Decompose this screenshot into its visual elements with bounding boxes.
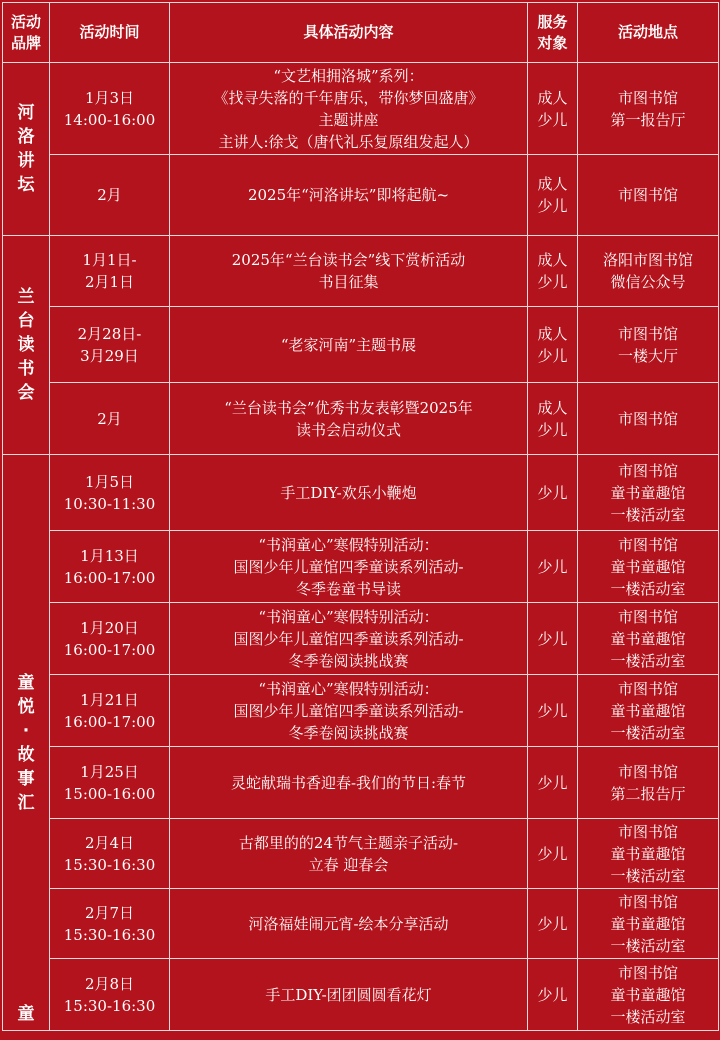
time-cell: 2月28日- 3月29日 [50, 307, 170, 383]
table-row [3, 455, 719, 531]
table-row [3, 675, 719, 747]
brand-name: 河洛讲坛 [17, 103, 35, 195]
location-cell: 市图书馆 童书童趣馆 一楼活动室 [578, 675, 719, 747]
audience-cell: 少儿 [528, 889, 578, 959]
table-row [3, 889, 719, 959]
content-cell: “老家河南”主题书展 [170, 307, 528, 383]
audience-cell: 成人 少儿 [528, 307, 578, 383]
audience-cell: 成人 少儿 [528, 63, 578, 155]
table-row [3, 155, 719, 236]
brand-continuation: 童 [17, 1004, 35, 1024]
location-cell: 市图书馆 童书童趣馆 一楼活动室 [578, 959, 719, 1031]
time-cell: 1月20日 16:00-17:00 [50, 603, 170, 675]
table-row [3, 747, 719, 819]
audience-cell: 少儿 [528, 819, 578, 889]
location-cell: 市图书馆 第二报告厅 [578, 747, 719, 819]
audience-cell: 少儿 [528, 531, 578, 603]
location-cell: 市图书馆 第一报告厅 [578, 63, 719, 155]
content-cell: 河洛福娃闹元宵-绘本分享活动 [170, 889, 528, 959]
table-row [3, 531, 719, 603]
location-cell: 市图书馆 一楼大厅 [578, 307, 719, 383]
header-location: 活动地点 [578, 3, 719, 63]
brand-cell-lantai [3, 236, 50, 455]
content-cell: “文艺相拥洛城”系列： 《找寻失落的千年唐乐，带你梦回盛唐》 主题讲座 主讲人:徐戈（唐代礼乐复原组发起人） [170, 63, 528, 155]
content-cell: 2025年“河洛讲坛”即将起航~ [170, 155, 528, 236]
location-cell: 市图书馆 童书童趣馆 一楼活动室 [578, 531, 719, 603]
audience-cell: 少儿 [528, 959, 578, 1031]
time-cell: 1月1日- 2月1日 [50, 236, 170, 307]
time-cell: 2月7日 15:30-16:30 [50, 889, 170, 959]
header-row [3, 3, 719, 63]
content-cell: “书润童心”寒假特别活动： 国图少年儿童馆四季童读系列活动- 冬季卷阅读挑战赛 [170, 603, 528, 675]
table-row [3, 236, 719, 307]
time-cell: 2月 [50, 155, 170, 236]
audience-cell: 少儿 [528, 747, 578, 819]
location-cell: 市图书馆 童书童趣馆 一楼活动室 [578, 603, 719, 675]
brand-name: 兰台读书会 [17, 287, 35, 403]
table-row [3, 819, 719, 889]
brand-cell-tongyue [3, 455, 50, 1031]
time-cell: 2月 [50, 383, 170, 455]
time-cell: 1月13日 16:00-17:00 [50, 531, 170, 603]
location-cell: 市图书馆 [578, 383, 719, 455]
location-cell: 市图书馆 童书童趣馆 一楼活动室 [578, 889, 719, 959]
activity-schedule-table [2, 2, 719, 1031]
location-cell: 市图书馆 童书童趣馆 一楼活动室 [578, 455, 719, 531]
time-cell: 2月4日 15:30-16:30 [50, 819, 170, 889]
content-cell: 灵蛇献瑞书香迎春-我们的节日:春节 [170, 747, 528, 819]
content-cell: 手工DIY-欢乐小鞭炮 [170, 455, 528, 531]
brand-cell-heluo [3, 63, 50, 236]
table-row [3, 959, 719, 1031]
location-cell: 市图书馆 童书童趣馆 一楼活动室 [578, 819, 719, 889]
time-cell: 1月25日 15:00-16:00 [50, 747, 170, 819]
header-brand: 活动 品牌 [3, 3, 50, 63]
table-row [3, 63, 719, 155]
content-cell: “书润童心”寒假特别活动： 国图少年儿童馆四季童读系列活动- 冬季卷阅读挑战赛 [170, 675, 528, 747]
header-audience: 服务 对象 [528, 3, 578, 63]
audience-cell: 成人 少儿 [528, 155, 578, 236]
audience-cell: 少儿 [528, 675, 578, 747]
content-cell: 古都里的的24节气主题亲子活动- 立春 迎春会 [170, 819, 528, 889]
audience-cell: 少儿 [528, 455, 578, 531]
time-cell: 2月8日 15:30-16:30 [50, 959, 170, 1031]
content-cell: “书润童心”寒假特别活动： 国图少年儿童馆四季童读系列活动- 冬季卷童书导读 [170, 531, 528, 603]
content-cell: 2025年“兰台读书会”线下赏析活动 书目征集 [170, 236, 528, 307]
brand-name: 童悦·故事汇 [17, 672, 35, 813]
header-time: 活动时间 [50, 3, 170, 63]
header-content: 具体活动内容 [170, 3, 528, 63]
time-cell: 1月5日 10:30-11:30 [50, 455, 170, 531]
table-row [3, 603, 719, 675]
location-cell: 市图书馆 [578, 155, 719, 236]
audience-cell: 成人 少儿 [528, 383, 578, 455]
audience-cell: 成人 少儿 [528, 236, 578, 307]
audience-cell: 少儿 [528, 603, 578, 675]
content-cell: “兰台读书会”优秀书友表彰暨2025年 读书会启动仪式 [170, 383, 528, 455]
table-row [3, 307, 719, 383]
time-cell: 1月3日 14:00-16:00 [50, 63, 170, 155]
content-cell: 手工DIY-团团圆圆看花灯 [170, 959, 528, 1031]
location-cell: 洛阳市图书馆 微信公众号 [578, 236, 719, 307]
time-cell: 1月21日 16:00-17:00 [50, 675, 170, 747]
table-row [3, 383, 719, 455]
